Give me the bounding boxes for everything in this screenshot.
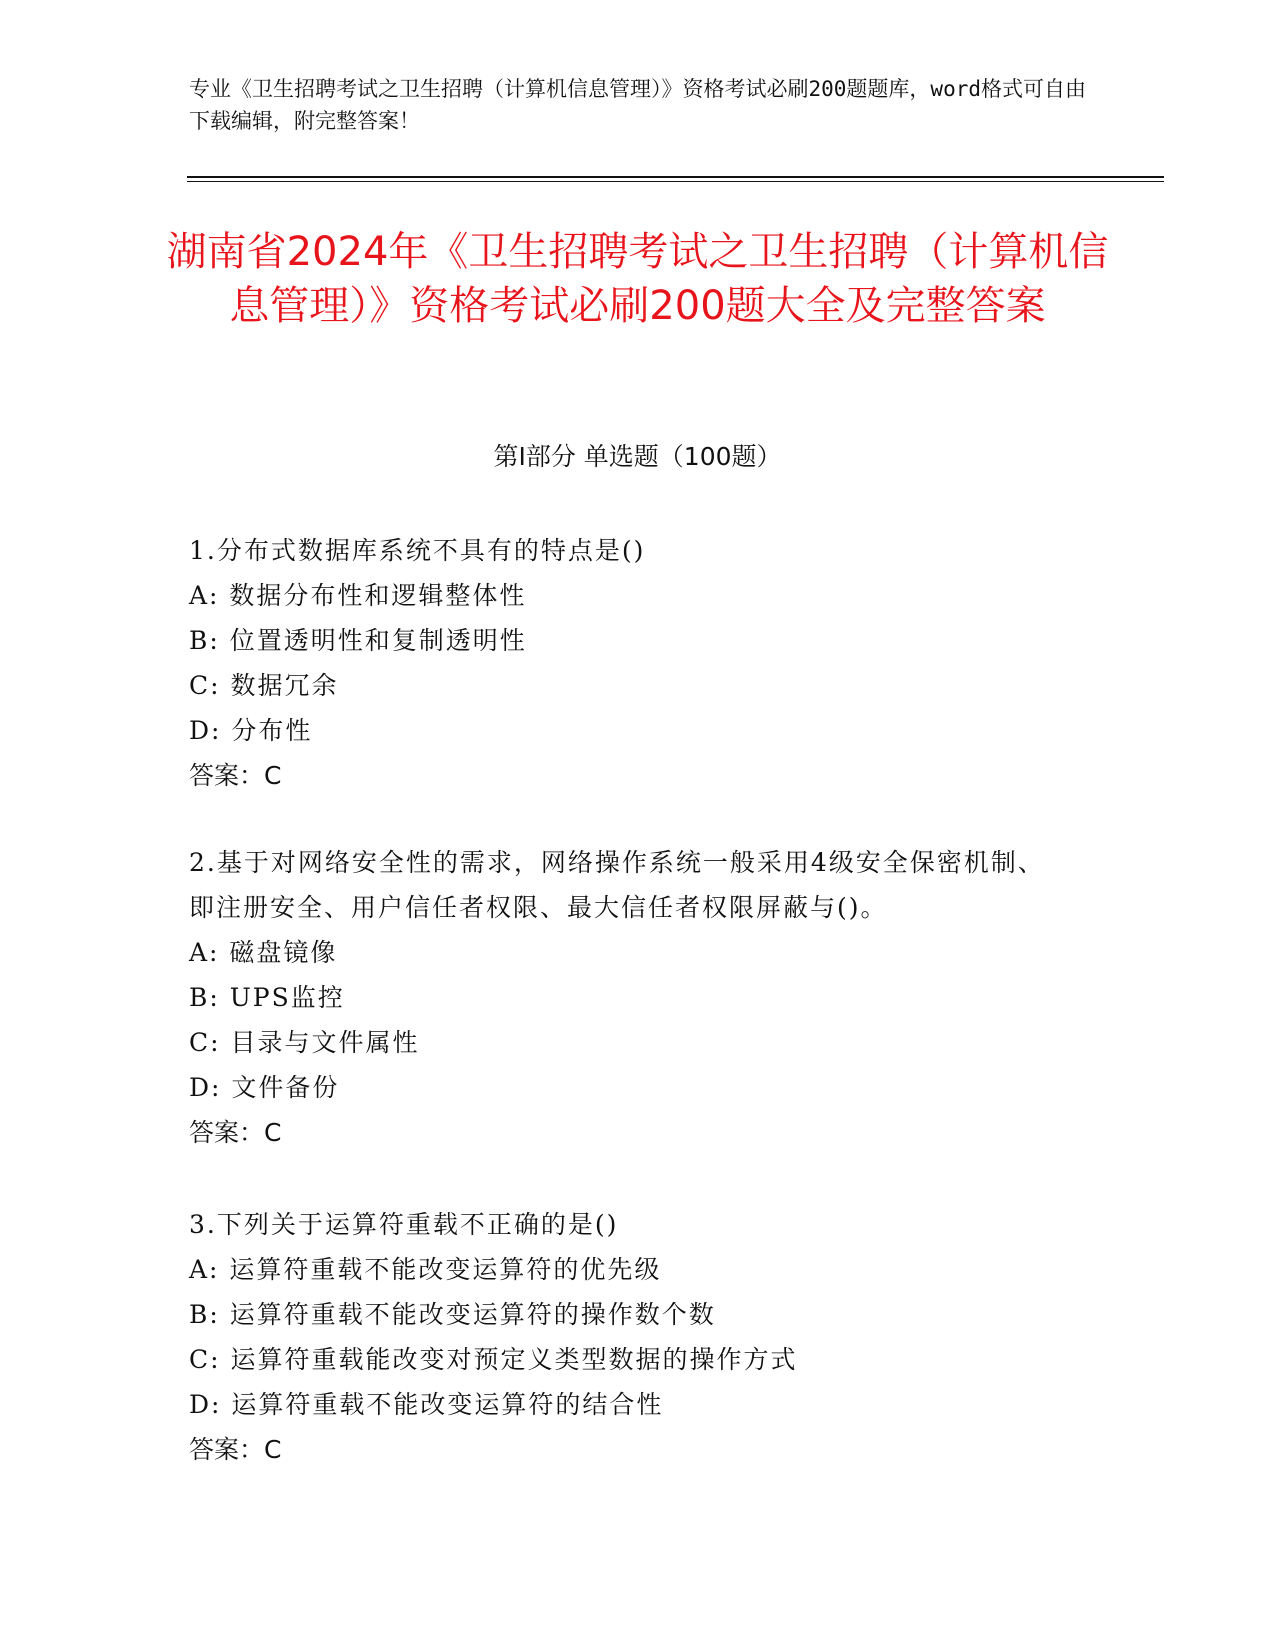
option-a: A: 运算符重载不能改变运算符的优先级 <box>189 1255 662 1284</box>
option-a: A: 磁盘镜像 <box>189 938 338 967</box>
answer: 答案：C <box>189 1118 282 1147</box>
option-b: B: 位置透明性和复制透明性 <box>189 626 527 655</box>
option-b: B: UPS监控 <box>189 983 345 1012</box>
option-c: C: 目录与文件属性 <box>189 1028 420 1057</box>
question-2 <box>189 840 1069 1155</box>
option-c: C: 数据冗余 <box>189 671 339 700</box>
answer: 答案：C <box>189 1435 282 1464</box>
question-3 <box>189 1202 1069 1472</box>
question-stem: 1.分布式数据库系统不具有的特点是() <box>189 536 646 565</box>
option-d: D: 文件备份 <box>189 1073 340 1102</box>
option-b: B: 运算符重载不能改变运算符的操作数个数 <box>189 1300 716 1329</box>
question-stem: 3.下列关于运算符重载不正确的是() <box>189 1210 619 1239</box>
option-a: A: 数据分布性和逻辑整体性 <box>189 581 527 610</box>
header-divider-thin <box>187 181 1164 182</box>
section-title: 第I部分 单选题（100题） <box>493 442 782 471</box>
header-divider-thick <box>187 176 1164 178</box>
option-d: D: 运算符重载不能改变运算符的结合性 <box>189 1390 664 1419</box>
document-title: 湖南省2024年《卫生招聘考试之卫生招聘（计算机信息管理）》资格考试必刷200题大全及完整答案 <box>166 229 1109 329</box>
answer: 答案：C <box>189 761 282 790</box>
question-1 <box>189 528 1069 798</box>
header-note: 专业《卫生招聘考试之卫生招聘（计算机信息管理）》资格考试必刷200题题库，word格式可自由下载编辑，附完整答案！ <box>189 77 1086 133</box>
question-stem: 2.基于对网络安全性的需求，网络操作系统一般采用4级安全保密机制、即注册安全、用户信任者权限、最大信任者权限屏蔽与()。 <box>189 848 1045 922</box>
option-d: D: 分布性 <box>189 716 313 745</box>
option-c: C: 运算符重载能改变对预定义类型数据的操作方式 <box>189 1345 798 1374</box>
